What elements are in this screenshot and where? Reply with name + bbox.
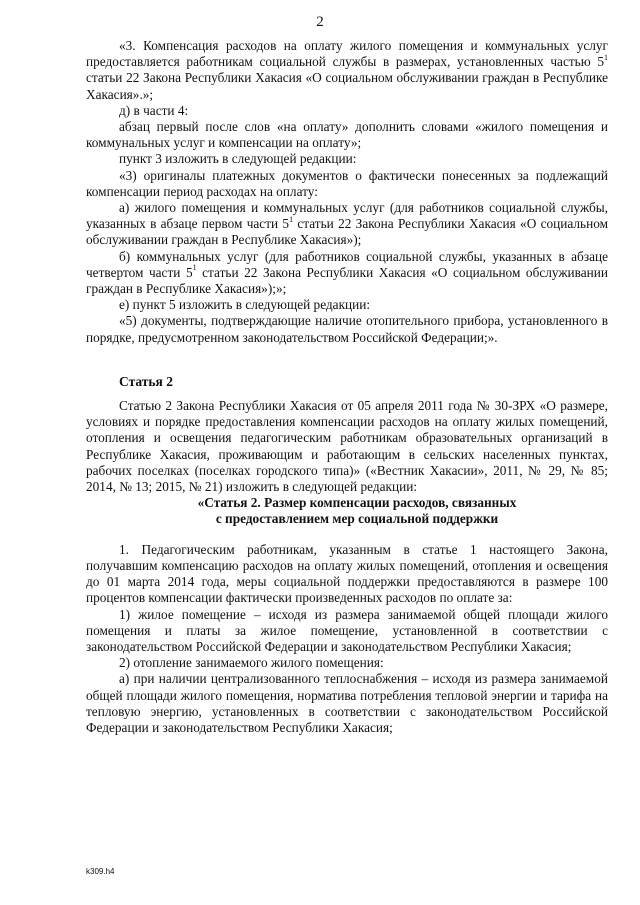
superscript: 1: [289, 214, 294, 224]
paragraph: е) пункт 5 изложить в следующей редакции:: [119, 297, 371, 313]
superscript: 1: [604, 52, 608, 62]
article-heading: Статья 2: [119, 373, 173, 389]
paragraph: 1) жилое помещение – исходя из размера занимаемой общей площади жилого помещения и платы за жилое помещение, установленной в соответствии с законодательством Российской Федерации и законодательством Республики Хакасия;: [86, 606, 608, 654]
document-body: [86, 38, 608, 736]
paragraph: абзац первый после слов «на оплату» дополнить словами «жилого помещения и коммунальных услуг и компенсации на оплату»;: [86, 119, 608, 151]
paragraph: пункт 3 изложить в следующей редакции:: [119, 151, 357, 167]
article-intro: Статью 2 Закона Республики Хакасия от 05 апреля 2011 года № 30-ЗРХ «О размере, условиях и порядке предоставления компенсации расходов на оплату жилых помещений, отопления и освещения педагогическим работникам образовательных организаций в Республике Хакасия, проживающим и работающим в сельских населенных пунктах, рабочих поселках (поселках городского типа)» («Вестник Хакасии», 2011, № 29, № 85; 2014, № 13; 2015, № 21) изложить в следующей редакции:: [86, 398, 608, 495]
amendments-section: [86, 38, 608, 346]
paragraph: б) коммунальных услуг (для работников социальной службы, указанных в абзаце четвертом части $5^1$ статьи 22 Закона Республики Хакасия «О социальном обслуживании граждан в Республике Хакасия»);»;: [86, 248, 608, 297]
paragraph: «5) документы, подтверждающие наличие отопительного прибора, установленного в порядке, предусмотренном законодательством Российской Федерации;».: [86, 313, 608, 345]
footer-code: k309.h4: [86, 867, 115, 876]
paragraph: 1. Педагогическим работникам, указанным в статье 1 настоящего Закона, получавшим компенсацию расходов на оплату жилых помещений, отопления и освещения до 01 марта 2014 года, меры социальной поддержки предоставляются в размере 100 процентов компенсации фактически произведенных расходов по оплате за:: [86, 541, 608, 606]
paragraph: д) в части 4:: [119, 102, 189, 118]
paragraph: а) жилого помещения и коммунальных услуг (для работников социальной службы, указанных в абзаце первом части $5^1$ статьи 22 Закона Республики Хакасия «О социальном обслуживании граждан в Республике Хакасия»);: [86, 200, 609, 248]
paragraph: а) при наличии централизованного теплоснабжения – исходя из размера занимаемой общей площади жилого помещения, норматива потребления тепловой энергии и тарифа на тепловую энергию, установленных в соответствии с законодательством Российской Федерации и законодательством Республики Хакасия;: [86, 671, 608, 735]
paragraph: 2) отопление занимаемого жилого помещения:: [119, 655, 384, 671]
article-title: «Статья 2. Размер компенсации расходов, связанных с предоставлением мер социальной поддержки: [197, 495, 517, 527]
superscript: 1: [192, 263, 197, 273]
paragraph: «3. Компенсация расходов на оплату жилого помещения и коммунальных услуг предоставляется работникам социальной службы в размерах, установленных частью $5^1$ статьи 22 Закона Республики Хакасия «О социальном обслуживании граждан в Республике Хакасия».»;: [86, 38, 608, 102]
page-number: 2: [316, 14, 324, 30]
paragraph: «3) оригиналы платежных документов о фактически понесенных за подлежащий компенсации период расходах на оплату:: [86, 167, 608, 199]
